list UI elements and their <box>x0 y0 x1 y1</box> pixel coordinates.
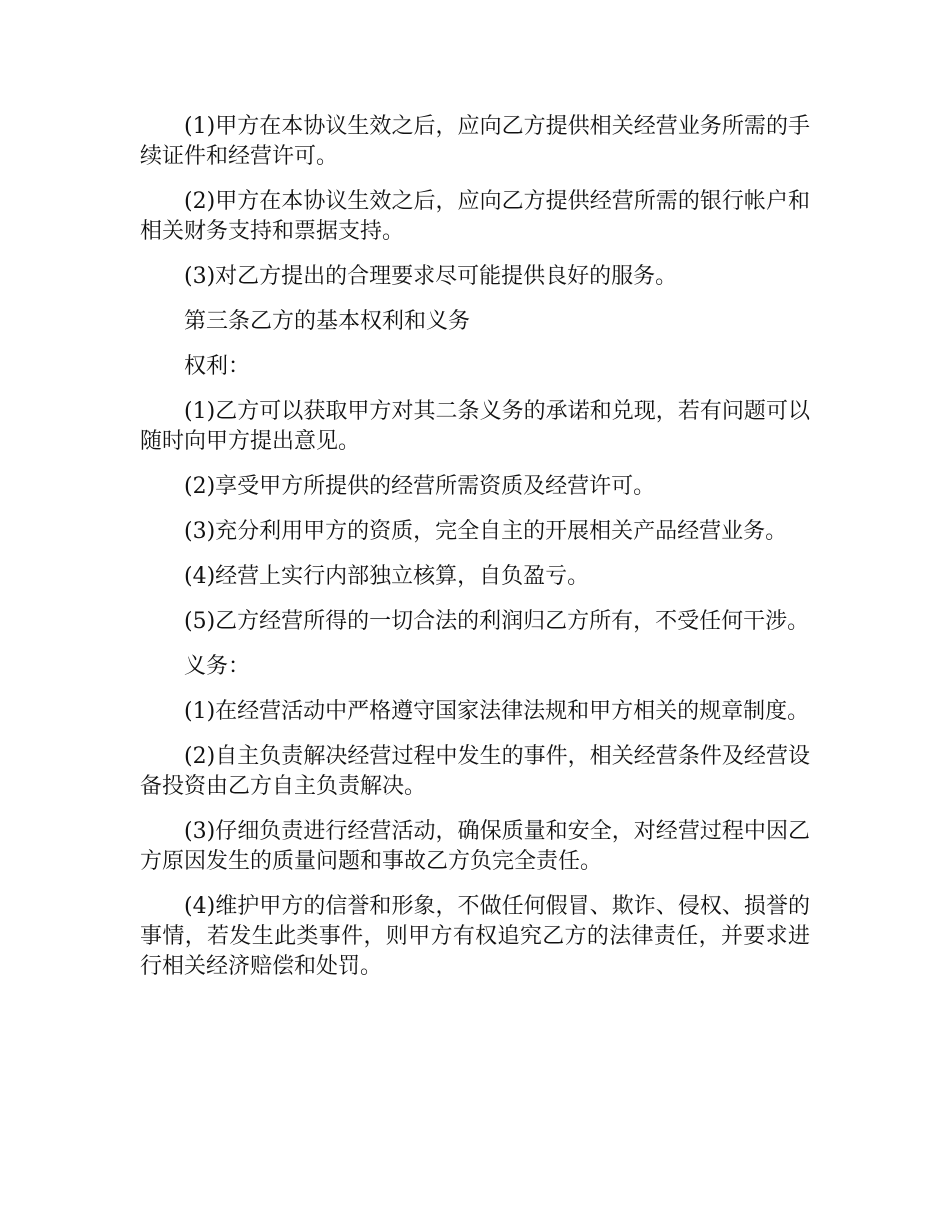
paragraph-party-a-obligation-3: (3)对乙方提出的合理要求尽可能提供良好的服务。 <box>184 264 678 289</box>
subheading-obligations: 义务： <box>184 654 251 679</box>
paragraph-right-3: (3)充分利用甲方的资质，完全自主的开展相关产品经营业务。 <box>184 519 788 544</box>
paragraph-party-a-obligation-1: (1)甲方在本协议生效之后，应向乙方提供相关经营业务所需的手续证件和经营许可。 <box>140 114 810 169</box>
document-page <box>140 112 810 997</box>
paragraph-right-4: (4)经营上实行内部独立核算，自负盈亏。 <box>184 564 590 589</box>
paragraph-obligation-3: (3)仔细负责进行经营活动，确保质量和安全，对经营过程中因乙方原因发生的质量问题和事故乙方负完全责任。 <box>140 819 810 874</box>
paragraph-right-2: (2)享受甲方所提供的经营所需资质及经营许可。 <box>184 474 656 499</box>
paragraph-party-a-obligation-2: (2)甲方在本协议生效之后，应向乙方提供经营所需的银行帐户和相关财务支持和票据支持。 <box>140 189 810 244</box>
paragraph-obligation-1: (1)在经营活动中严格遵守国家法律法规和甲方相关的规章制度。 <box>184 699 810 724</box>
paragraph-obligation-4: (4)维护甲方的信誉和形象，不做任何假冒、欺诈、侵权、损誉的事情，若发生此类事件，则甲方有权追究乙方的法律责任，并要求进行相关经济赔偿和处罚。 <box>140 894 810 979</box>
paragraph-right-1: (1)乙方可以获取甲方对其二条义务的承诺和兑现，若有问题可以随时向甲方提出意见。 <box>140 399 810 454</box>
paragraph-obligation-2: (2)自主负责解决经营过程中发生的事件，相关经营条件及经营设备投资由乙方自主负责解决。 <box>140 744 810 799</box>
section-heading-article-3: 第三条乙方的基本权利和义务 <box>184 309 471 334</box>
subheading-rights: 权利： <box>184 354 251 379</box>
paragraph-right-5: (5)乙方经营所得的一切合法的利润归乙方所有，不受任何干涉。 <box>184 609 810 634</box>
